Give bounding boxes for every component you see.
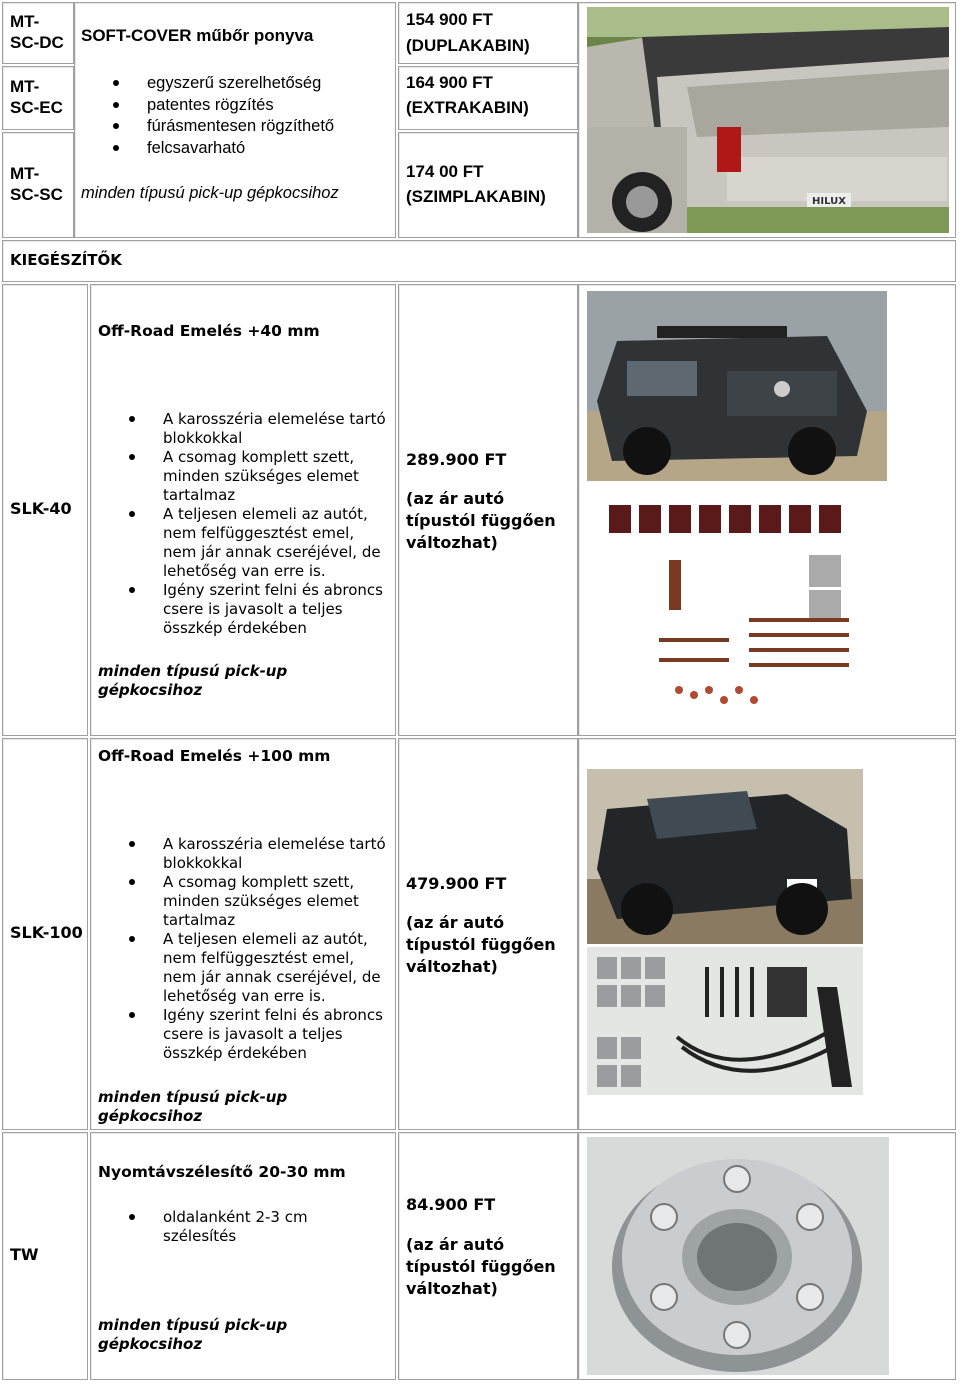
section-header-row: [2, 240, 956, 282]
feature-item: fúrásmentesen rögzíthető: [147, 116, 387, 138]
price-cell-slk-40: [398, 284, 578, 736]
product-title: Off-Road Emelés +40 mm: [98, 322, 320, 340]
cab-variant: (EXTRAKABIN): [406, 98, 529, 117]
feature-item: A csomag komplett szett, minden szükséges elemet tartalmaz: [163, 873, 391, 930]
lifted-pickup-photo: [587, 291, 887, 481]
feature-item: A teljesen elemeli az autót, nem felfüggesztést emel, nem jár annak cseréjével, de lehetőség van erre is.: [163, 930, 391, 1006]
code-cell-slk-40: [2, 284, 88, 736]
feature-item: A teljesen elemeli az autót, nem felfüggesztést emel, nem jár annak cseréjével, de lehetőség van erre is.: [163, 505, 391, 581]
feature-list: [163, 1208, 363, 1246]
feature-list: [163, 410, 391, 638]
compatibility-note: minden típusú pick-up gépkocsihoz: [98, 1088, 288, 1125]
description-cell-slk-100: [90, 738, 396, 1130]
price-cell-duplakabin: [398, 2, 578, 64]
feature-item: patentes rögzítés: [147, 95, 387, 117]
compatibility-note: minden típusú pick-up gépkocsihoz: [98, 1316, 288, 1353]
product-code: TW: [10, 1245, 39, 1264]
product-code: MT- SC-EC: [10, 77, 63, 117]
cab-variant: (SZIMPLAKABIN): [406, 187, 546, 206]
feature-list: [147, 73, 387, 159]
feature-item: egyszerű szerelhetőség: [147, 73, 387, 95]
compatibility-note: minden típusú pick-up gépkocsihoz: [81, 184, 339, 202]
softcover-photo-cell: [578, 2, 956, 238]
offroad-pickup-photo: [587, 769, 863, 944]
code-cell-slk-100: [2, 738, 88, 1130]
price: 154 900 FT: [406, 10, 493, 29]
photo-cell-slk-40: [578, 284, 956, 736]
wheel-spacer-photo: [587, 1137, 889, 1375]
compatibility-note: minden típusú pick-up gépkocsihoz: [98, 662, 288, 699]
price-note: (az ár autó típustól függően változhat): [406, 1235, 556, 1298]
brand-logo: HILUX: [812, 196, 846, 207]
price: 84.900 FT: [406, 1195, 496, 1214]
product-code: MT- SC-DC: [10, 12, 64, 52]
feature-item: Igény szerint felni és abroncs csere is javasolt a teljes összkép érdekében: [163, 581, 391, 638]
product-title: Nyomtávszélesítő 20-30 mm: [98, 1163, 346, 1181]
product-code: MT- SC-SC: [10, 164, 63, 204]
description-cell-slk-40: [90, 284, 396, 736]
feature-item: A karosszéria elemelése tartó blokkokkal: [163, 835, 391, 873]
feature-item: oldalanként 2-3 cm szélesítés: [163, 1208, 363, 1246]
lift-kit-parts-photo: [599, 490, 859, 718]
feature-item: A csomag komplett szett, minden szükséges elemet tartalmaz: [163, 448, 391, 505]
feature-item: A karosszéria elemelése tartó blokkokkal: [163, 410, 391, 448]
lift-kit-100-parts-photo: [587, 947, 863, 1095]
code-cell-mt-sc-dc: [2, 2, 74, 64]
softcover-description-cell: [74, 2, 396, 238]
price: 479.900 FT: [406, 874, 507, 893]
pickup-softcover-photo: [587, 7, 949, 233]
product-title: SOFT-COVER műbőr ponyva: [81, 26, 314, 45]
price: 164 900 FT: [406, 73, 493, 92]
price-note: (az ár autó típustól függően változhat): [406, 913, 556, 976]
code-cell-mt-sc-sc: [2, 132, 74, 238]
photo-cell-slk-100: [578, 738, 956, 1130]
price-cell-tw: [398, 1132, 578, 1380]
description-cell-tw: [90, 1132, 396, 1380]
price: 174 00 FT: [406, 162, 484, 181]
price: 289.900 FT: [406, 450, 507, 469]
price-cell-szimplakabin: [398, 132, 578, 238]
section-title: KIEGÉSZÍTŐK: [10, 251, 122, 269]
product-code: SLK-40: [10, 499, 72, 518]
cab-variant: (DUPLAKABIN): [406, 36, 530, 55]
feature-item: felcsavarható: [147, 138, 387, 160]
feature-item: Igény szerint felni és abroncs csere is javasolt a teljes összkép érdekében: [163, 1006, 391, 1063]
code-cell-mt-sc-ec: [2, 66, 74, 130]
feature-list: [163, 835, 391, 1063]
price-cell-slk-100: [398, 738, 578, 1130]
price-cell-extrakabin: [398, 66, 578, 130]
price-note: (az ár autó típustól függően változhat): [406, 489, 556, 552]
photo-cell-tw: [578, 1132, 956, 1380]
product-title: Off-Road Emelés +100 mm: [98, 747, 331, 765]
code-cell-tw: [2, 1132, 88, 1380]
product-code: SLK-100: [10, 923, 83, 942]
